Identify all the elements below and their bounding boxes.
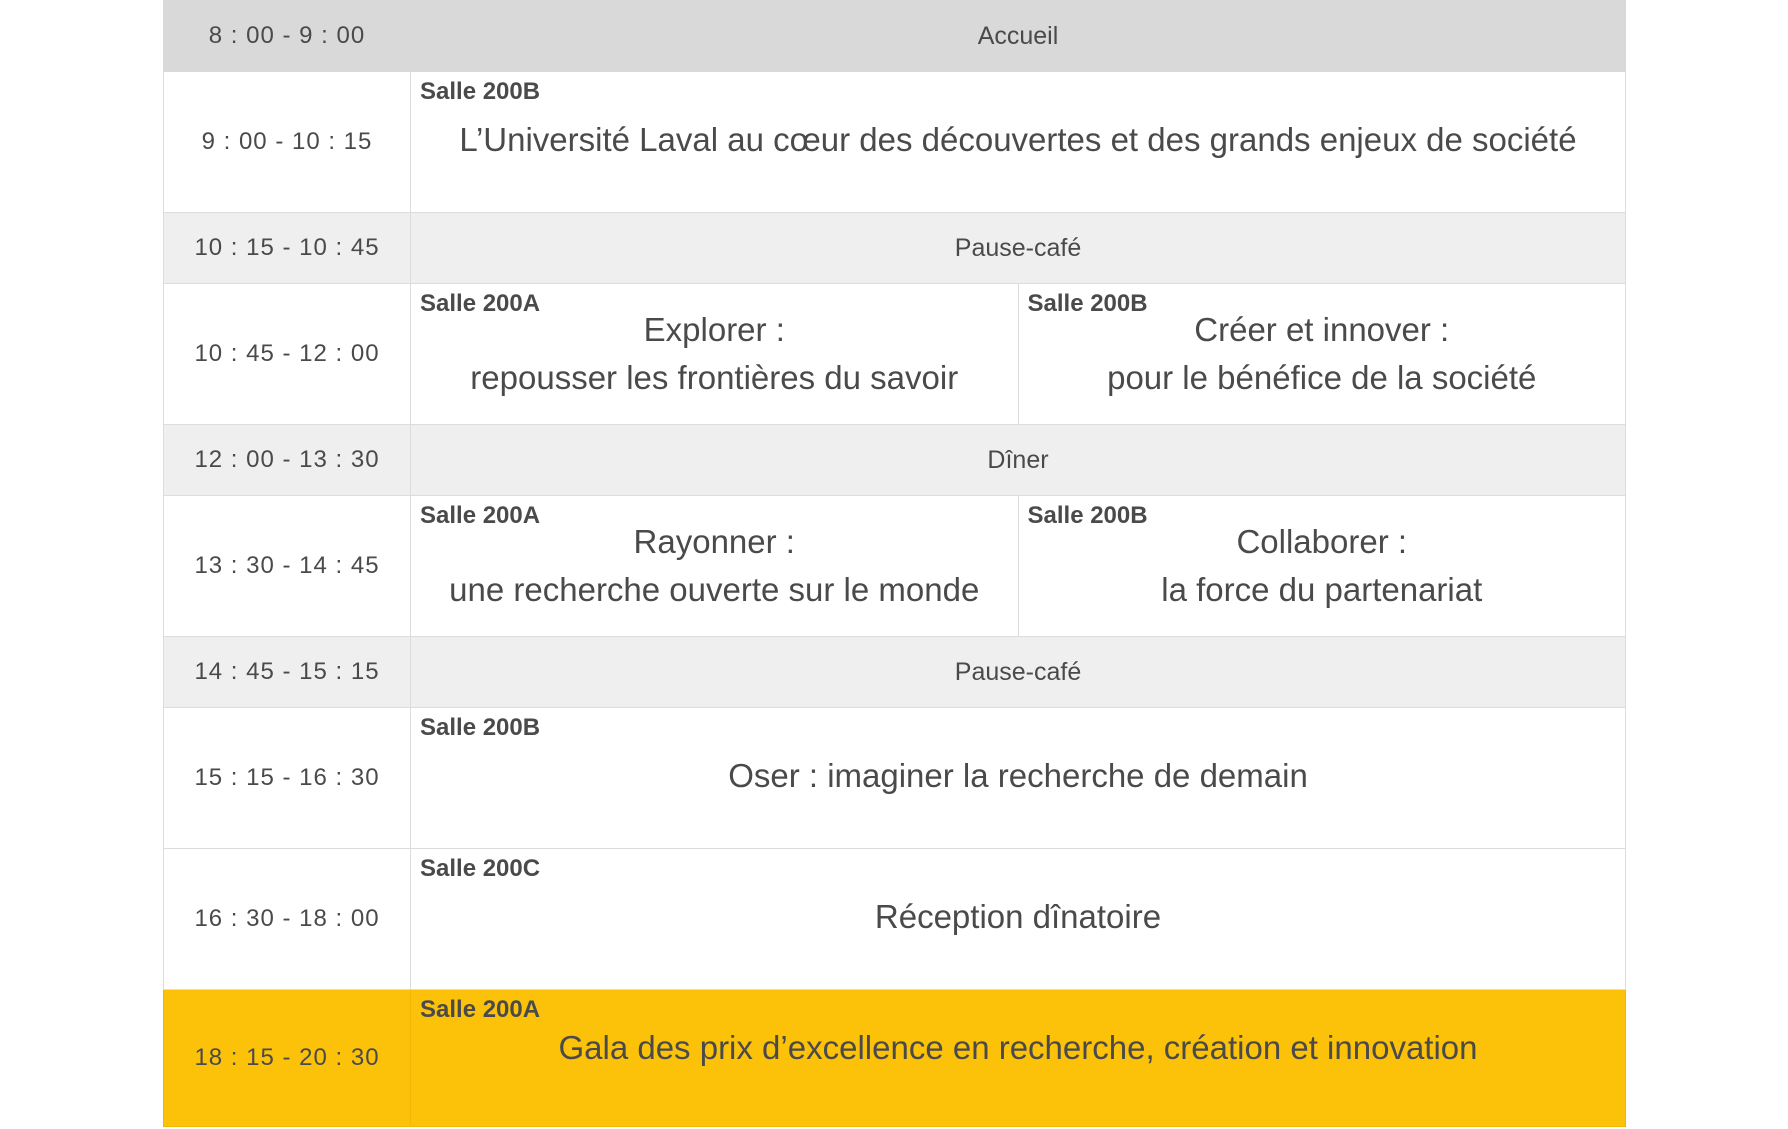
room-label: Salle 200B xyxy=(1027,502,1148,529)
break-label: Pause-café xyxy=(411,637,1626,708)
room-label: Salle 200A xyxy=(420,996,541,1023)
schedule-row-session xyxy=(164,849,1626,990)
schedule-row-session xyxy=(164,708,1626,849)
time-slot: 12 : 00 - 13 : 30 xyxy=(164,425,411,496)
schedule-row-break xyxy=(164,213,1626,284)
time-slot: 13 : 30 - 14 : 45 xyxy=(164,496,411,637)
session-title: L’Université Laval au cœur des découvertes et des grands enjeux de société xyxy=(459,121,1577,158)
room-label: Salle 200A xyxy=(420,502,541,529)
schedule-table xyxy=(163,0,1626,1127)
session-cell xyxy=(411,990,1626,1127)
session-subtitle-line: repousser les frontières du savoir xyxy=(470,359,959,396)
session-cell-left xyxy=(411,496,1019,637)
time-slot: 8 : 00 - 9 : 00 xyxy=(164,1,411,72)
session-subtitle-line: une recherche ouverte sur le monde xyxy=(449,571,980,608)
break-label: Dîner xyxy=(411,425,1626,496)
room-label: Salle 200A xyxy=(420,290,541,317)
schedule-row-break xyxy=(164,637,1626,708)
room-label: Salle 200B xyxy=(420,714,541,741)
room-label: Salle 200B xyxy=(420,78,541,105)
break-label: Pause-café xyxy=(411,213,1626,284)
time-slot: 15 : 15 - 16 : 30 xyxy=(164,708,411,849)
session-cell-left xyxy=(411,284,1019,425)
schedule-row-gala xyxy=(164,990,1626,1127)
session-cell-right xyxy=(1018,496,1626,637)
schedule-row-accueil xyxy=(164,1,1626,72)
schedule-row-parallel xyxy=(164,496,1626,637)
time-slot: 10 : 45 - 12 : 00 xyxy=(164,284,411,425)
break-label: Accueil xyxy=(411,1,1626,72)
schedule-row-break xyxy=(164,425,1626,496)
session-subtitle-line: pour le bénéfice de la société xyxy=(1107,359,1537,396)
session-cell xyxy=(411,72,1626,213)
time-slot: 16 : 30 - 18 : 00 xyxy=(164,849,411,990)
room-label: Salle 200C xyxy=(420,855,541,882)
schedule-row-parallel xyxy=(164,284,1626,425)
session-title-line: Créer et innover : xyxy=(1194,311,1450,348)
session-title: Oser : imaginer la recherche de demain xyxy=(728,757,1308,794)
time-slot: 10 : 15 - 10 : 45 xyxy=(164,213,411,284)
session-subtitle-line: la force du partenariat xyxy=(1161,571,1483,608)
session-cell-right xyxy=(1018,284,1626,425)
session-title: Réception dînatoire xyxy=(874,898,1162,935)
time-slot: 18 : 15 - 20 : 30 xyxy=(164,990,411,1127)
time-slot: 14 : 45 - 15 : 15 xyxy=(164,637,411,708)
session-title: Gala des prix d’excellence en recherche, création et innovation xyxy=(558,1029,1478,1066)
session-cell xyxy=(411,708,1626,849)
room-label: Salle 200B xyxy=(1027,290,1148,317)
time-slot: 9 : 00 - 10 : 15 xyxy=(164,72,411,213)
session-title-line: Explorer : xyxy=(643,311,785,348)
schedule-row-session xyxy=(164,72,1626,213)
session-title-line: Collaborer : xyxy=(1236,523,1408,560)
session-title-line: Rayonner : xyxy=(633,523,795,560)
session-cell xyxy=(411,849,1626,990)
